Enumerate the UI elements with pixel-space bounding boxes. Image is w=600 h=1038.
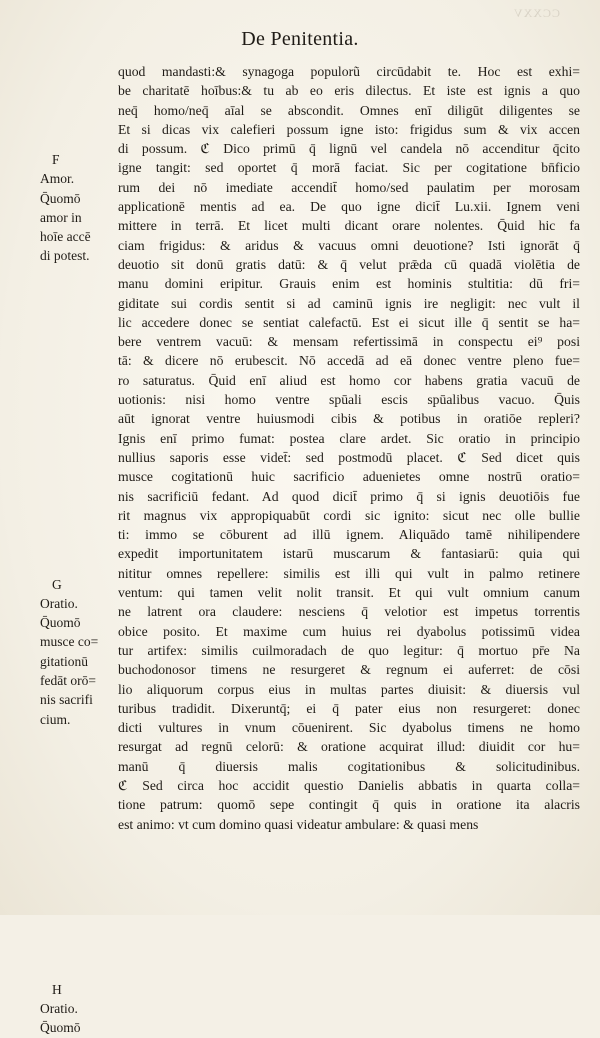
margin-spacer [40,266,120,285]
margin-spacer [40,382,120,401]
text-line: ro saturatus. Q̄uid enī aliud est homo cor habens gratia vacuū de [118,372,580,388]
text-line: manū q̄ diuersis malis cogitationibus & solicitudinibus. [118,758,580,774]
text-line: turibus tradidit. Dixeruntq̄; ei q̄ pater eius non resurgeret: donec [118,700,580,716]
margin-spacer [40,536,120,555]
text-line: musce cogitationū huic sacrificio aduenietes omne nostrū oratio= [118,469,580,485]
margin-spacer [40,478,120,497]
margin-note: cium. [40,711,71,727]
margin-spacer [40,420,120,439]
text-line: buchodonosor timens ne resurgeret & regnum ei auferret: de cōsi [118,662,580,678]
margin-spacer [40,806,120,825]
margin-spacer [40,903,120,922]
text-line: tur artifex: similis cuilmoradach de quo legitur: q̄ mortuo pr̄e Na [118,642,580,658]
text-line: deuotio sit donū gratis datū: & q̄ velut prǣda cū quadā violētia de [118,256,580,272]
margin-note: nis sacrifi [40,692,93,708]
text-line: uotionis: nisi homo ventre spūali escis spūalibus vacuo. Q̄uis [118,392,580,408]
margin-spacer [40,768,120,787]
text-line: ciam frigidus: & aridus & vacuus omni deuotione? Isti ignorāt q̄ [118,237,580,253]
text-line: rit magnus vix appropiquabūt cordi sic ignito: sicut nec olle bullie [118,507,580,523]
margin-spacer [40,555,120,574]
text-line: mittere in terrā. Et licet multi dicant orare nolentes. Q̄uid hic fa [118,218,580,234]
margin-note: Q̄uomō [40,615,81,631]
margin-note: di potest. [40,248,90,264]
text-line: tā: & dicere nō erubescit. Nō accedā ad eā donec ventre pleno fue= [118,353,580,369]
margin-note: fedāt orō= [40,673,96,689]
text-line: rum dei nō imediate accendit̄ homo/sed paulatim per morosam [118,179,580,195]
margin-spacer [40,324,120,343]
margin-spacer [40,960,120,979]
text-line: bere ventrem vacuū: & mensam refertissimā in conspectu ei⁹ posi [118,334,580,350]
section-letter: F [52,152,60,167]
margin-spacer [40,825,120,844]
text-line: ne latrent ora claudere: nesciens q̄ velotior est impetus torrentis [118,604,580,620]
text-line: quod mandasti:& synagoga populorũ circūdabit te. Hoc est exhi= [118,64,580,79]
text-line: expedit importunitatem istarū muscarum & fantasiarū: quia qui [118,546,580,562]
margin-note: Oratio. [40,1001,78,1017]
margin-spacer [40,883,120,902]
margin-note: Oratio. [40,595,78,611]
margin-note: Q̄uomō [40,190,81,206]
margin-note: Amor. [40,171,75,187]
text-line: ti: immo se cōburent ad illū ignem. Aliquādo tamē nihilipendere [118,527,580,543]
text-line: neq̄ homo/neq̄ aīal se abscondit. Omnes enī diligūt diligentes se [118,102,580,118]
text-line: resurgat ad regnū celorū: & oratione acquirat illud: diuidit cor hu= [118,739,580,755]
text-line: aūt ignorat ventre huiusmodi cibis & potibus in oratiōe repleri? [118,411,580,427]
text-line: nullius saporis esse videt̄: sed postmodū placet. ℭ Sed dicet quis [118,449,580,465]
margin-spacer [40,941,120,960]
margin-spacer [40,362,120,381]
margin-spacer [40,864,120,883]
margin-notes [40,150,120,1038]
text-block [118,62,580,834]
text-line: manu domini eripitur. Grauis enim est hominis stultitia: dū fri= [118,276,580,292]
text-line: applicationē mentis ad ea. De quo igne dicit̄ Lu.xii. Ignem veni [118,199,580,215]
text-line: tione patrum: quomō sepe contingit q̄ quis in oratione ita alacris [118,797,580,813]
text-line: lio aliquorum corpus eius in multas partes diuisit: & diuersis vul [118,681,580,697]
margin-spacer [40,401,120,420]
margin-spacer [40,439,120,458]
text-line: lic accedere donec se sentiat calefactū. Est ei sicut ille q̄ sentit se ha= [118,314,580,330]
text-line: Ignis enī primo fumat: postea clare ardet. Sic oratio in principio [118,430,580,446]
margin-spacer [40,517,120,536]
margin-spacer [40,343,120,362]
text-line: be charitatē hoībus:& tu ab eo eris dilectus. Et iste est ignis a quo [118,83,580,99]
text-line: nititur omnes repellere: similis est illi qui vult in palmo retinere [118,565,580,581]
text-line: ventum: qui tamen velit nolit transit. Et qui vult omnium canum [118,585,580,601]
margin-spacer [40,922,120,941]
text-line: dicti vultures in vnum cōuenirent. Sic dyabolus timens ne homo [118,720,580,736]
margin-note: amor in [40,209,82,225]
margin-spacer [40,845,120,864]
margin-spacer [40,285,120,304]
margin-note: gitationū [40,653,88,669]
margin-note: musce co= [40,634,99,650]
text-line: Et si dicas vix calefieri possum igne isto: frigidus sum & vix accen [118,121,580,137]
margin-note: hoīe accē [40,229,91,245]
margin-spacer [40,787,120,806]
margin-spacer [40,748,120,767]
bleed-through-text: CCXXV [512,6,560,20]
section-letter: H [52,981,62,997]
text-line: est animo: vt cum domino quasi videatur ambulare: & quasi mens [118,816,479,832]
running-head: De Penitentia. [241,28,359,50]
section-letter: G [52,576,62,592]
text-line: obice posito. Et maxime cum huius rei dyabolus potissimū videa [118,623,580,639]
margin-note: Q̄uomō [40,1020,81,1036]
text-line: ℭ Sed circa hoc accidit questio Danielis abbatis in quarta colla= [118,777,580,793]
text-line: di possum. ℭ Dico primū q̄ lignū vel candela nō accenditur q̄cito [118,141,580,157]
margin-spacer [40,497,120,516]
margin-spacer [40,729,120,748]
margin-spacer [40,304,120,323]
text-line: giditate sui cordis sentit si ad caminū ignis ire negligit: nec vult il [118,295,580,311]
text-line: nis sacrificiū fedant. Ad quod dicit̄ primo q̄ si ignis deuotiōis fue [118,488,580,504]
text-line: igne tangit: sed oportet q̄ morā faciat. Sic per cogitatione bn̄ficio [118,160,580,176]
margin-spacer [40,459,120,478]
